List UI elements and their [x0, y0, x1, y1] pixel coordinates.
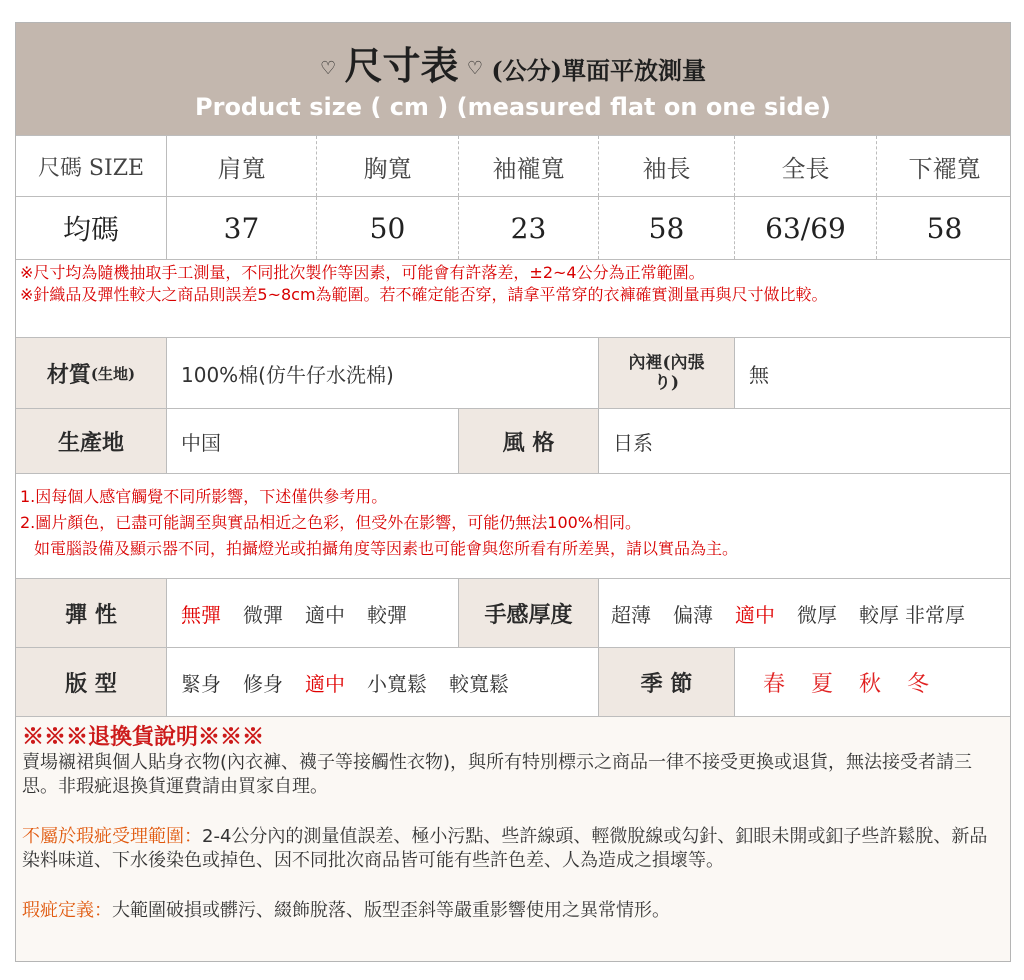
- fit-option: 小寬鬆: [367, 671, 427, 696]
- defect-definition-paragraph: [22, 899, 1004, 923]
- season-option: 春: [763, 671, 786, 697]
- non-defect-label: 不屬於瑕疵受理範圍：: [22, 826, 202, 847]
- size-header-cell: 袖長: [598, 136, 734, 196]
- note-line: 如電腦設備及顯示器不同，拍攝燈光或拍攝角度等因素也可能會與您所看有所差異，請以實品為主。: [34, 539, 739, 558]
- note-line: ※針織品及彈性較大之商品則誤差5~8cm為範圍。若不確定能否穿，請拿平常穿的衣褲確實測量再與尺寸做比較。: [20, 285, 828, 304]
- lining-value: 無: [734, 338, 1011, 408]
- size-value-cell: 63/69: [734, 197, 876, 259]
- note-line: 2.圖片顏色，已盡可能調至與實品相近之色彩，但受外在影響，可能仍無法100%相同。: [20, 513, 642, 532]
- fit-row: [16, 647, 1010, 716]
- chart-header: [16, 23, 1010, 135]
- fit-option: 適中: [305, 671, 345, 696]
- size-header-cell: 全長: [734, 136, 876, 196]
- origin-label: 生產地: [16, 409, 166, 473]
- size-header-cell: 尺碼 SIZE: [37, 155, 145, 181]
- chart-title: [16, 23, 1010, 93]
- material-value: 100%棉(仿牛仔水洗棉): [166, 338, 598, 408]
- material-label-small: (生地): [90, 364, 136, 383]
- non-defect-text: 2-4公分內的測量值誤差、極小污點、些許線頭、輕微脫線或勾針、釦眼未開或釦子些許鬆脫、新品染料味道、下水後染色或掉色、因不同批次商品皆可能有些許色差、人為造成之損壞等。: [22, 826, 988, 871]
- size-header-row: [16, 135, 1010, 196]
- size-value-row: [16, 196, 1010, 259]
- size-value-cell: 58: [598, 197, 734, 259]
- size-header-cell: 下襬寬: [876, 136, 1011, 196]
- elastic-option: 適中: [305, 602, 345, 627]
- season-label: 季 節: [598, 648, 734, 716]
- style-value: 日系: [598, 409, 1011, 473]
- style-label: 風 格: [458, 409, 598, 473]
- fit-option: 緊身: [181, 671, 221, 696]
- season-option: 夏: [811, 671, 834, 697]
- origin-value: 中国: [166, 409, 458, 473]
- thickness-option: 適中: [735, 602, 775, 627]
- fit-option: 較寬鬆: [449, 671, 509, 696]
- size-value-cell: 50: [316, 197, 458, 259]
- thickness-option: 偏薄: [673, 602, 713, 627]
- elastic-option: 較彈: [367, 602, 407, 627]
- size-header-cell: 袖襱寬: [458, 136, 598, 196]
- elastic-option: 無彈: [181, 602, 221, 627]
- size-value-cell: 均碼: [62, 213, 119, 246]
- thickness-label: 手感厚度: [458, 579, 598, 647]
- season-options: [734, 648, 1011, 716]
- thickness-options: [598, 579, 1011, 647]
- chart-subtitle: Product size ( cm ) (measured flat on one side): [195, 93, 831, 121]
- heart-icon: ♡: [466, 58, 483, 79]
- size-value-cell: 58: [876, 197, 1011, 259]
- thickness-option: 微厚: [797, 602, 837, 627]
- title-main: 尺寸表: [344, 43, 459, 88]
- thickness-option: 超薄: [611, 602, 651, 627]
- fit-options: [166, 648, 598, 716]
- defect-definition-label: 瑕疵定義：: [22, 900, 112, 921]
- measurement-note: [16, 259, 1010, 337]
- lining-label-line: 內裡(內張: [628, 353, 705, 373]
- size-header-cell: 肩寬: [166, 136, 316, 196]
- origin-row: [16, 408, 1010, 473]
- elastic-options: [166, 579, 458, 647]
- elastic-option: 微彈: [243, 602, 283, 627]
- color-note: [16, 473, 1010, 578]
- thickness-option: 非常厚: [905, 602, 965, 627]
- defect-definition-text: 大範圍破損或髒污、綴飾脫落、版型歪斜等嚴重影響使用之異常情形。: [112, 900, 670, 921]
- title-rest: (公分)單面平放測量: [491, 56, 707, 85]
- thickness-option: 較厚: [859, 602, 899, 627]
- size-header-cell: 胸寬: [316, 136, 458, 196]
- fit-option: 修身: [243, 671, 283, 696]
- season-option: 秋: [859, 671, 882, 697]
- fit-label: 版 型: [16, 648, 166, 716]
- lining-label: [598, 338, 734, 408]
- non-defect-paragraph: [22, 825, 1004, 873]
- elastic-label: 彈 性: [16, 579, 166, 647]
- note-line: 1.因每個人感官觸覺不同所影響，下述僅供參考用。: [20, 487, 388, 506]
- return-policy-title: ※※※退換貨說明※※※: [22, 724, 265, 750]
- material-row: [16, 337, 1010, 408]
- return-policy: [16, 716, 1010, 962]
- size-value-cell: 23: [458, 197, 598, 259]
- size-value-cell: 37: [166, 197, 316, 259]
- lining-label-line: り): [653, 373, 680, 393]
- elastic-row: [16, 578, 1010, 647]
- material-label: [16, 338, 166, 408]
- size-chart-sheet: [15, 22, 1011, 962]
- heart-icon: ♡: [319, 58, 337, 79]
- season-option: 冬: [907, 671, 930, 697]
- note-line: ※尺寸均為隨機抽取手工測量，不同批次製作等因素，可能會有許落差，±2~4公分為正常範圍。: [20, 263, 705, 282]
- material-label-text: 材質: [46, 361, 91, 388]
- return-policy-paragraph: 賣場襯裙與個人貼身衣物(內衣褲、襪子等接觸性衣物)，與所有特別標示之商品一律不接受更換或退貨，無法接受者請三思。非瑕疵退換貨運費請由買家自理。: [22, 752, 973, 797]
